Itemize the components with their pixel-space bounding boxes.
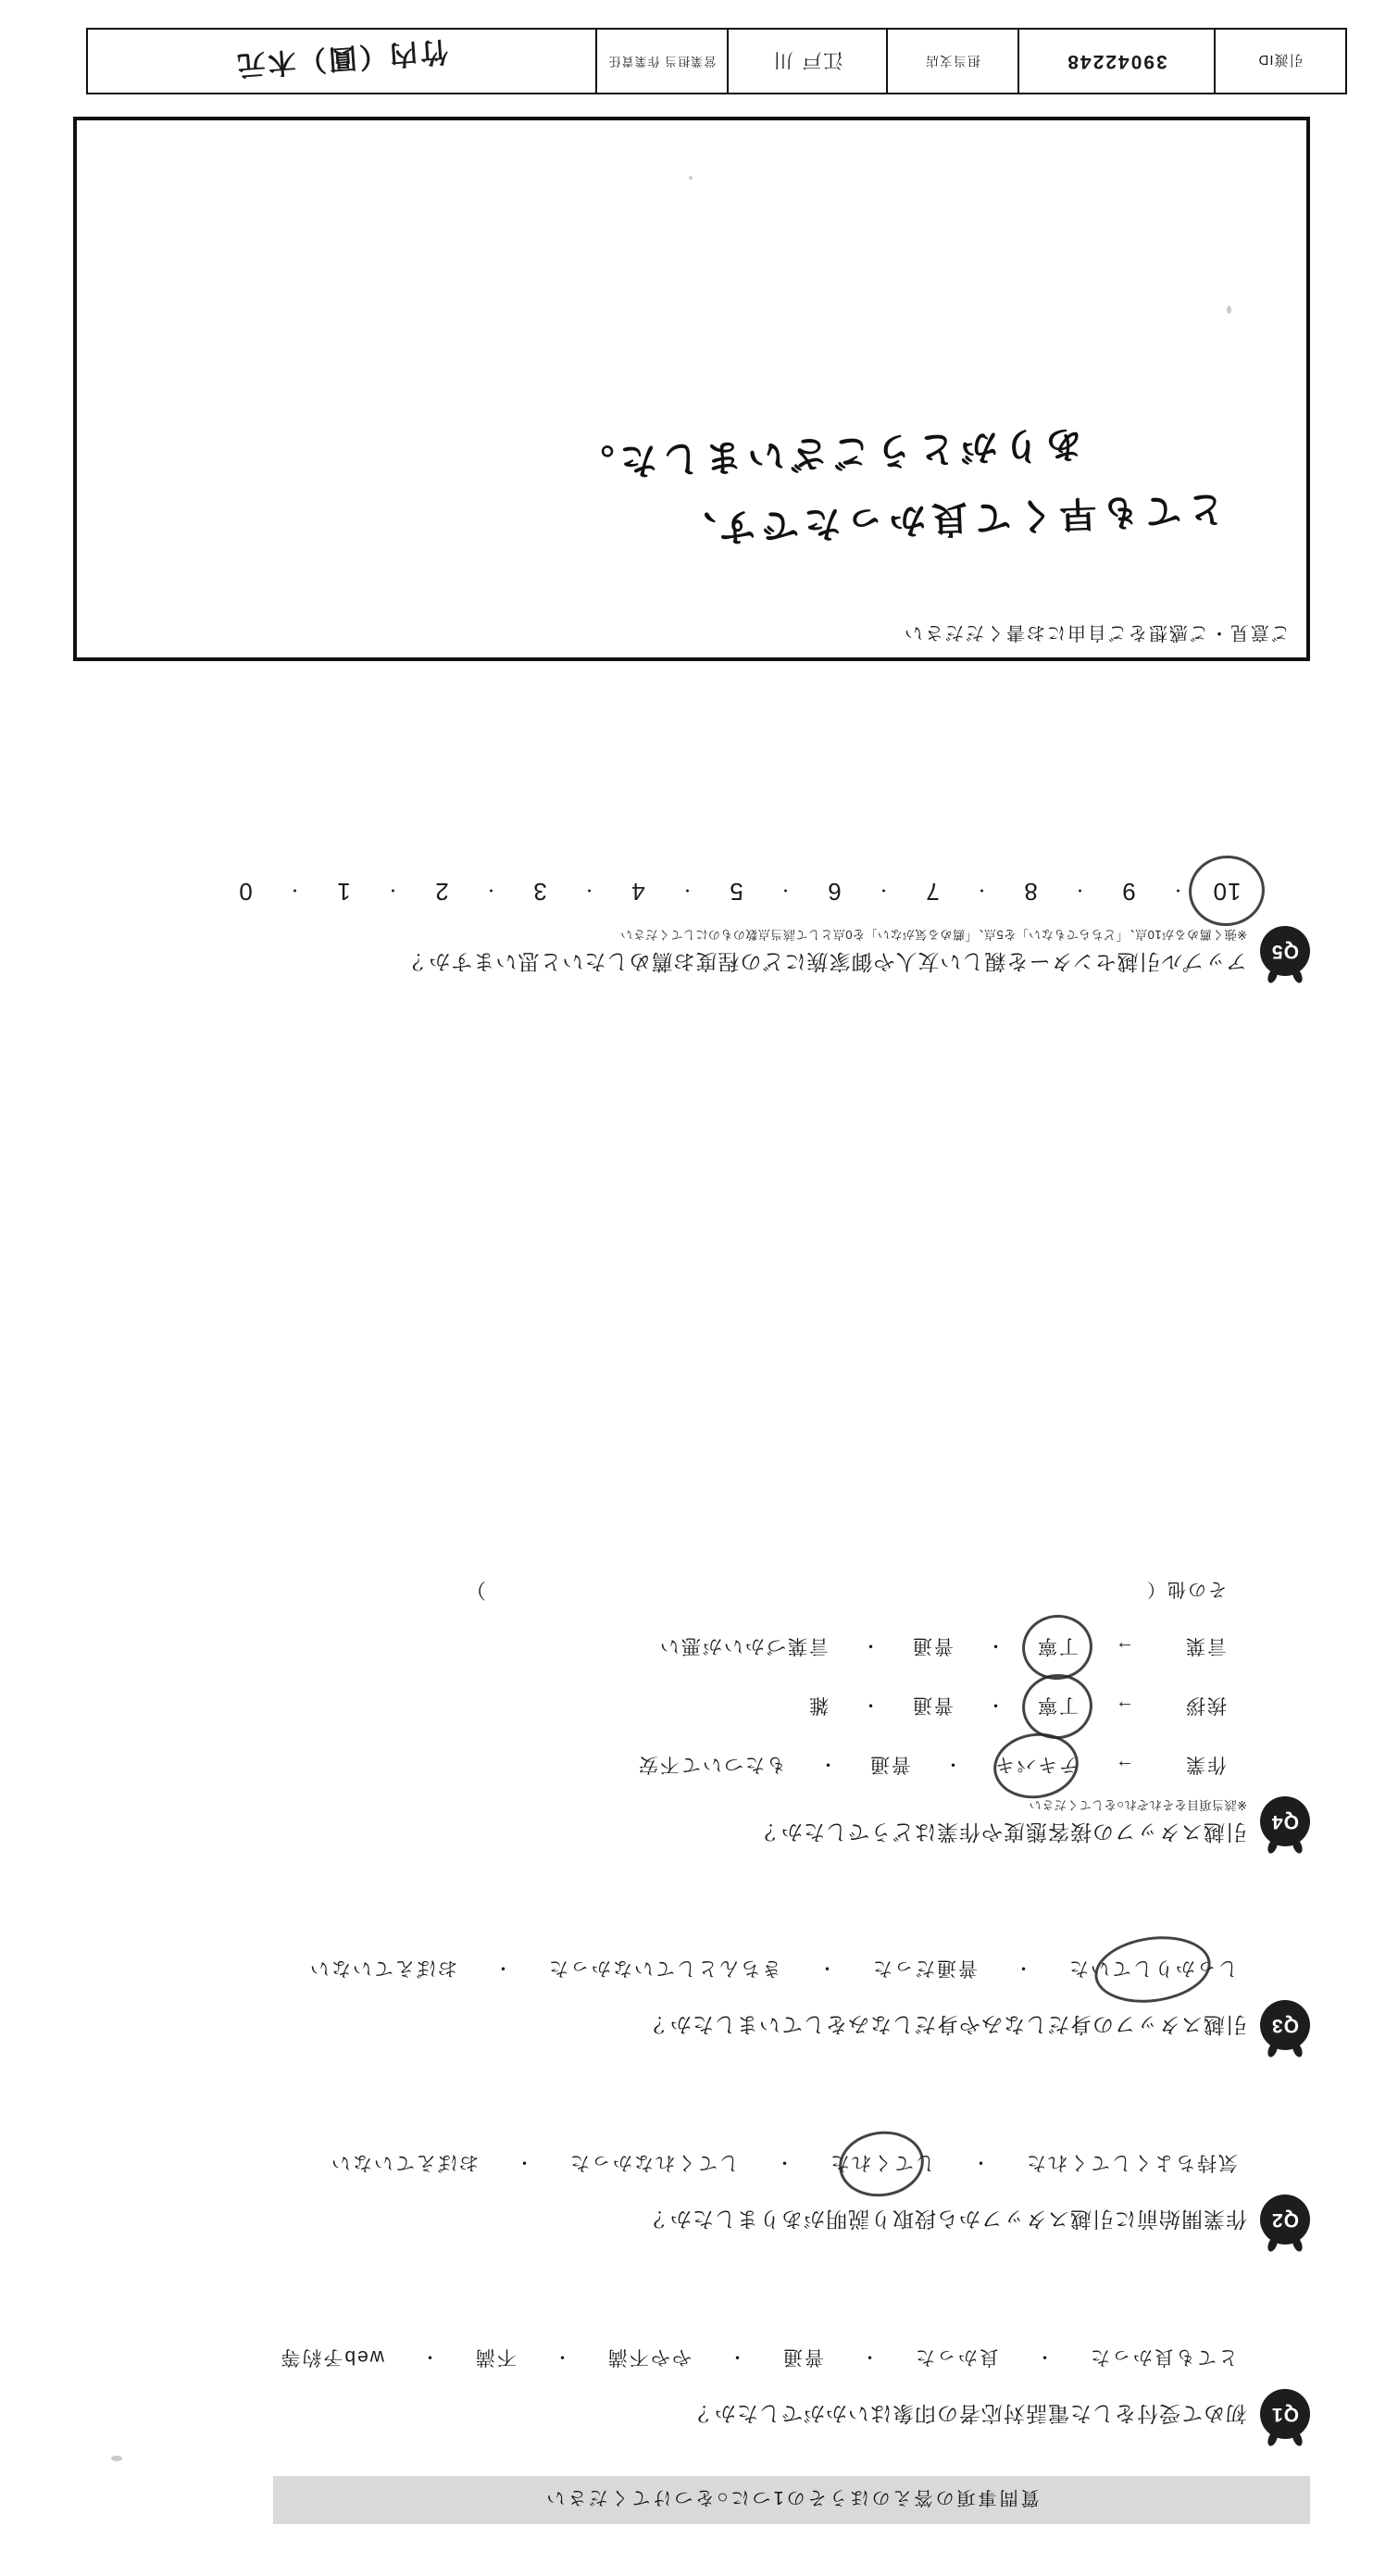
paper-area: [51, 26, 1347, 2550]
option-separator: ・: [551, 2346, 571, 2367]
branch-value: 江戸 川: [727, 30, 886, 93]
scale-separator: ・: [777, 882, 793, 897]
option-q4-language-2[interactable]: 言葉づかいが悪い: [657, 1635, 829, 1657]
option-q1-4[interactable]: 不満: [473, 2346, 517, 2368]
page-title: 質問事項の答えのほうその1つに○をつけてください: [273, 2476, 1310, 2524]
option-separator: ・: [513, 2152, 533, 2172]
option-q2-3[interactable]: おぼえていない: [329, 2152, 479, 2173]
option-separator: ・: [773, 2152, 793, 2172]
option-q4-greeting-1[interactable]: 普通: [910, 1694, 954, 1716]
scale-3[interactable]: 3: [532, 878, 547, 906]
scale-4[interactable]: 4: [630, 878, 645, 906]
question-text-q1: 初めて受付をした電話対応者の印象はいかがでしたか？: [692, 2402, 1247, 2427]
option-separator: ・: [817, 1754, 837, 1774]
question-note-q5: ※強く薦めるが10点、「どちらでもない」を5点、「薦める気がない」を0点として該当点数のものにしてください: [619, 928, 1247, 943]
option-q3-2[interactable]: きちんとしていなかった: [546, 1957, 781, 1979]
option-separator: ・: [418, 2346, 439, 2367]
option-q3-0[interactable]: しっかりしていた: [1060, 1952, 1245, 1987]
scale-5[interactable]: 5: [729, 878, 743, 906]
handwritten-line-1: とても早くて良かったです、: [672, 486, 1226, 551]
scan-speck: [1227, 306, 1231, 314]
nps-scale: [69, 877, 1264, 906]
question-text-q3: 引越スタッフの身だしなみや身だしなみをしていましたか？: [647, 2013, 1247, 2038]
question-badge-q1: Q1: [1260, 2389, 1310, 2439]
option-separator: ・: [984, 1635, 1005, 1656]
branch-label: 担当支店: [886, 30, 1017, 93]
option-separator: ・: [984, 1694, 1005, 1715]
option-separator: ・: [726, 2346, 746, 2367]
scale-separator: ・: [482, 882, 499, 897]
scale-separator: ・: [286, 882, 303, 897]
option-q2-2[interactable]: してくれなかった: [568, 2152, 739, 2173]
scale-separator: ・: [1169, 882, 1186, 897]
question-q2: [69, 2146, 1310, 2245]
option-q4-language-0[interactable]: 丁寧: [1029, 1630, 1086, 1665]
scale-7[interactable]: 7: [925, 878, 940, 906]
option-q2-0[interactable]: 気持ちよくしてくれた: [1025, 2152, 1238, 2173]
scale-0[interactable]: 0: [238, 878, 253, 906]
scale-10[interactable]: 10: [1190, 877, 1264, 906]
scale-9[interactable]: 9: [1121, 878, 1136, 906]
matrix-row-language: [69, 1630, 1227, 1665]
question-note-q4: ※該当項目をそれぞれ○をしてください: [1029, 1798, 1247, 1813]
scale-separator: ・: [679, 882, 695, 897]
option-separator: ・: [969, 2152, 990, 2172]
option-separator: ・: [942, 1754, 962, 1774]
scale-separator: ・: [1071, 882, 1088, 897]
arrow-icon: →: [1114, 1696, 1134, 1718]
scale-2[interactable]: 2: [434, 878, 449, 906]
question-text-q4: 引越スタッフの接客態度や作業はどうでしたか？: [758, 1819, 1247, 1844]
option-q4-greeting-2[interactable]: 雑: [806, 1694, 829, 1716]
question-q3: [69, 1952, 1310, 2050]
matrix-label-greeting: 挨拶: [1184, 1694, 1227, 1716]
option-separator: ・: [1012, 1957, 1032, 1978]
option-q1-5[interactable]: web予約等: [279, 2346, 384, 2368]
scale-8[interactable]: 8: [1023, 878, 1038, 906]
option-q3-3[interactable]: おぼえていない: [307, 1957, 457, 1979]
scale-separator: ・: [973, 882, 990, 897]
scale-1[interactable]: 1: [336, 878, 351, 906]
option-q3-1[interactable]: 普通だった: [870, 1957, 978, 1979]
handwritten-line-2: ありがとうございました。: [570, 421, 1084, 484]
option-separator: ・: [858, 2346, 879, 2367]
option-q1-0[interactable]: とても良かった: [1089, 2346, 1238, 2368]
id-label: 引渡ID: [1214, 30, 1345, 93]
comment-box-label: ご意見・ご感想をご自由にお書くだださい: [903, 622, 1290, 643]
question-text-q2: 作業開始前に引越スタッフから段取り説明がありましたか？: [647, 2207, 1247, 2232]
arrow-icon: →: [1114, 1637, 1134, 1658]
scan-speck: [689, 176, 693, 180]
option-separator: ・: [492, 1957, 512, 1978]
question-q1: [69, 2341, 1310, 2439]
id-value: 39042248: [1017, 30, 1214, 93]
staff-label: 営業担当 作業責任: [595, 30, 727, 93]
scale-separator: ・: [580, 882, 597, 897]
option-separator: ・: [1033, 2346, 1054, 2367]
question-badge-q4: Q4: [1260, 1796, 1310, 1846]
option-q4-work-1[interactable]: 普通: [868, 1754, 911, 1775]
id-strip: [86, 28, 1347, 94]
option-q2-1[interactable]: してくれた: [821, 2146, 942, 2182]
staff-value: 竹内（圓）木元: [233, 33, 450, 82]
question-q5: [69, 877, 1310, 976]
scale-separator: ・: [875, 882, 892, 897]
question-q4: [69, 1577, 1310, 1846]
option-separator: ・: [859, 1694, 880, 1715]
scale-6[interactable]: 6: [827, 878, 842, 906]
question-badge-q5: Q5: [1260, 926, 1310, 976]
other-close: ）: [463, 1579, 486, 1602]
question-badge-q2: Q2: [1260, 2195, 1310, 2245]
question-text-q5: アップル引越センターを親しい友人や御家族にどの程度お薦めしたいと思いますか？: [406, 949, 1247, 974]
comment-box[interactable]: [73, 117, 1310, 661]
scan-speck: [111, 2456, 122, 2461]
option-separator: ・: [859, 1635, 880, 1656]
arrow-icon: →: [1114, 1756, 1134, 1777]
option-q4-greeting-0[interactable]: 丁寧: [1029, 1689, 1086, 1724]
matrix-row-greeting: [69, 1689, 1227, 1724]
matrix-label-work: 作業: [1184, 1754, 1227, 1775]
matrix-label-language: 言葉: [1184, 1635, 1227, 1657]
option-q1-1[interactable]: 良かった: [913, 2346, 999, 2368]
question-badge-q3: Q3: [1260, 2000, 1310, 2050]
option-separator: ・: [816, 1957, 836, 1978]
handwritten-comment: [570, 403, 1225, 569]
other-label: その他（: [1145, 1579, 1227, 1599]
option-q4-work-0[interactable]: テキパキ: [986, 1748, 1086, 1783]
scale-separator: ・: [384, 882, 401, 897]
option-q1-2[interactable]: 普通: [780, 2346, 824, 2368]
option-q1-3[interactable]: やや不満: [605, 2346, 692, 2368]
matrix-row-work: [69, 1748, 1227, 1783]
option-q4-language-1[interactable]: 普通: [910, 1635, 954, 1657]
option-q4-work-2[interactable]: もたついて不安: [636, 1754, 786, 1775]
